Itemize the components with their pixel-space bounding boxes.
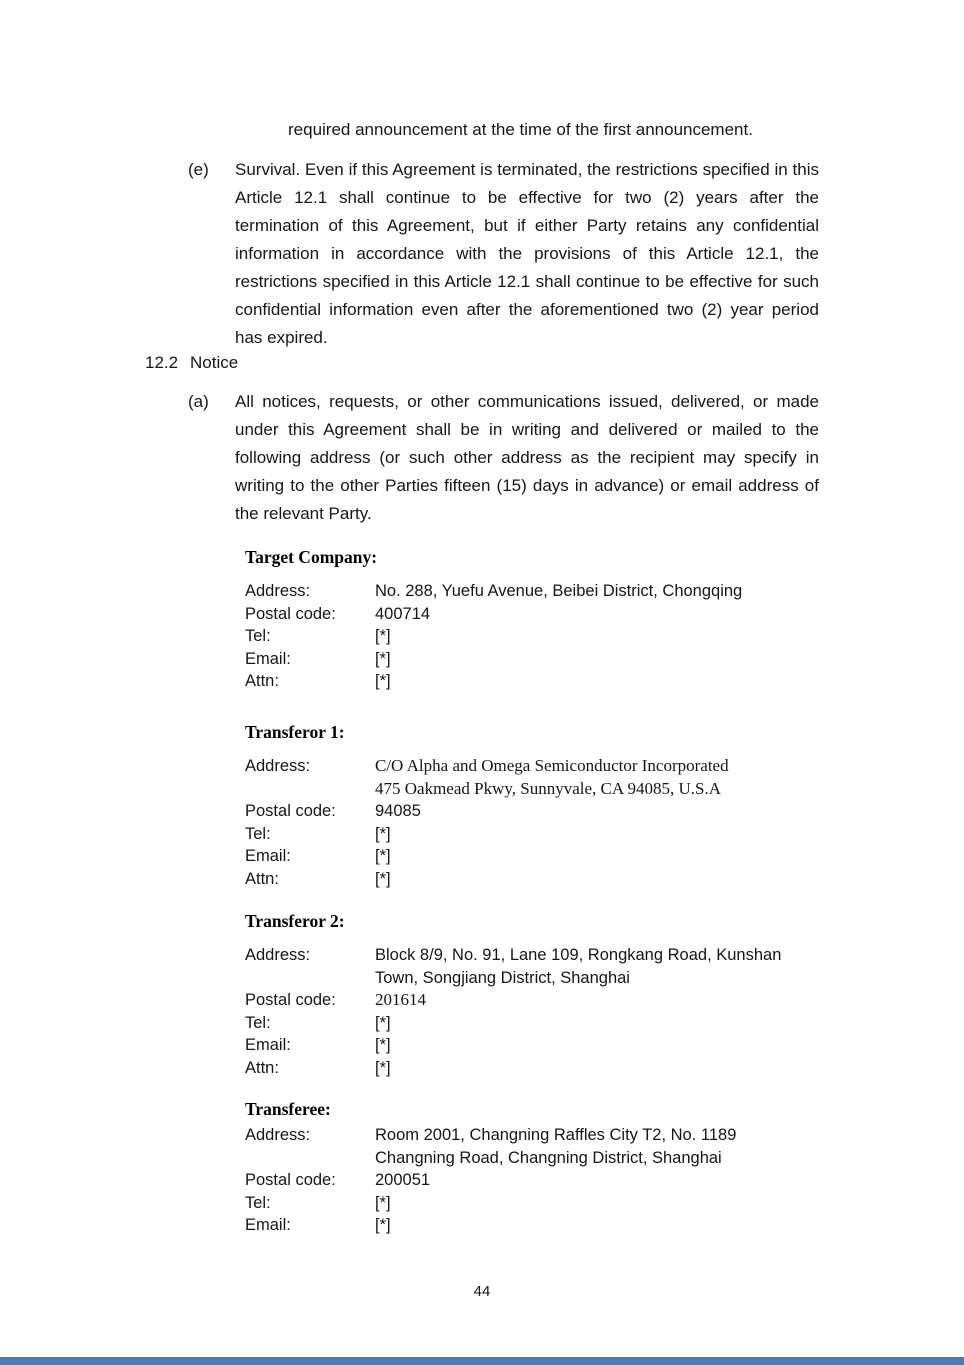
- contact-row-value: [*]: [375, 1216, 391, 1234]
- contact-row-value: [*]: [375, 649, 391, 668]
- contact-row-label: Address:: [245, 1126, 311, 1144]
- address-line-2: Changning Road, Changning District, Shanghai: [375, 1148, 722, 1167]
- contact-row-label: Email:: [245, 1216, 291, 1234]
- contact-block-target-company: [245, 546, 820, 693]
- contact-row-value: [*]: [375, 847, 391, 865]
- contact-row-address: [245, 1124, 820, 1169]
- bottom-accent-bar: [0, 1357, 964, 1365]
- clause-e-marker: (e): [188, 160, 209, 179]
- contact-rows: [245, 1124, 820, 1237]
- contact-row-label: Email:: [245, 847, 291, 865]
- contact-row-label: Tel:: [245, 1013, 271, 1032]
- contact-row-tel: [245, 1012, 820, 1035]
- contact-row-value: [375, 755, 820, 800]
- contact-row-value: [*]: [375, 1013, 391, 1032]
- contact-row-value: [*]: [375, 1193, 391, 1212]
- contact-row-label: Tel:: [245, 1193, 271, 1212]
- clause-a-text: All notices, requests, or other communications issued, delivered, or made under this Agreement shall be in writing and delivered or mailed to the following address (or such other address as the recipient may specify in writing to the other Parties fifteen (15) days in advance) or email address of the relevant Party.: [235, 392, 819, 523]
- contact-row-label: Address:: [245, 582, 311, 600]
- section-number: 12.2: [145, 353, 179, 372]
- contact-heading: Transferee:: [245, 1099, 331, 1119]
- contact-row-email: [245, 1214, 820, 1237]
- contact-block-transferor-2: [245, 910, 820, 1079]
- contact-row-address: [245, 944, 820, 989]
- intro-line: required announcement at the time of the first announcement.: [288, 120, 753, 139]
- contact-block-transferor-1: [245, 721, 820, 890]
- contact-row-value: [375, 944, 820, 989]
- contact-row-attn: [245, 868, 820, 891]
- clause-e-text: Survival. Even if this Agreement is terminated, the restrictions specified in this Article 12.1 shall continue to be effective for two (2) years after the termination of this Agreement, but if either Party retains any confidential information in accordance with the provisions of this Article 12.1, the restrictions specified in this Article 12.1 shall continue to be effective for such confidential information even after the aforementioned two (2) year period has expired.: [235, 160, 819, 347]
- contact-row-label: Postal code:: [245, 991, 336, 1009]
- contact-row-attn: [245, 670, 820, 693]
- contact-rows: [245, 580, 820, 693]
- contact-row-postal: [245, 800, 820, 823]
- contact-row-value: 400714: [375, 604, 431, 623]
- contact-heading: Transferor 1:: [245, 722, 345, 742]
- contact-row-label: Email:: [245, 1036, 291, 1054]
- contact-row-label: Postal code:: [245, 802, 336, 820]
- contact-row-value: 200051: [375, 1171, 431, 1189]
- contact-row-label: Postal code:: [245, 604, 336, 623]
- contact-row-attn: [245, 1057, 820, 1080]
- contact-row-email: [245, 1034, 820, 1057]
- contact-row-postal: [245, 603, 820, 626]
- contact-row-email: [245, 845, 820, 868]
- contact-row-label: Attn:: [245, 672, 279, 690]
- address-line-1: Block 8/9, No. 91, Lane 109, Rongkang Road, Kunshan: [375, 946, 782, 964]
- contact-row-label: Tel:: [245, 824, 271, 843]
- contact-row-label: Postal code:: [245, 1171, 336, 1189]
- contact-rows: [245, 944, 820, 1079]
- clause-a: [188, 388, 820, 528]
- contact-block-transferee: [245, 1098, 820, 1237]
- address-line-1: Room 2001, Changning Raffles City T2, No. 1189: [375, 1126, 737, 1144]
- contact-heading: Transferor 2:: [245, 911, 345, 931]
- contact-row-address: [245, 580, 820, 603]
- contact-row-label: Email:: [245, 649, 291, 668]
- contact-row-tel: [245, 1192, 820, 1215]
- contact-row-postal: [245, 989, 820, 1012]
- contact-row-label: Attn:: [245, 1058, 279, 1077]
- contact-row-label: Address:: [245, 946, 311, 964]
- contact-row-tel: [245, 625, 820, 648]
- contact-row-value: [*]: [375, 1058, 391, 1077]
- contact-row-value: 94085: [375, 802, 421, 820]
- contact-heading: Target Company:: [245, 547, 378, 567]
- contact-row-value: [*]: [375, 1036, 391, 1054]
- clause-e: [188, 156, 820, 352]
- page-number: 44: [473, 1283, 491, 1300]
- contact-row-value: [*]: [375, 672, 391, 690]
- contact-row-value: [*]: [375, 627, 391, 645]
- contact-rows: [245, 755, 820, 890]
- contact-row-value: [*]: [375, 869, 391, 888]
- contact-row-address: [245, 755, 820, 800]
- address-line-2: Town, Songjiang District, Shanghai: [375, 968, 630, 987]
- contact-row-label: Tel:: [245, 627, 271, 645]
- contact-row-label: Address:: [245, 757, 311, 775]
- contact-row-label: Attn:: [245, 869, 279, 888]
- section-title: Notice: [190, 353, 239, 372]
- clause-a-marker: (a): [188, 392, 209, 411]
- contact-row-value: [*]: [375, 824, 391, 843]
- address-line-2: 475 Oakmead Pkwy, Sunnyvale, CA 94085, U.S.A: [375, 778, 721, 798]
- contact-row-value: No. 288, Yuefu Avenue, Beibei District, Chongqing: [375, 582, 743, 600]
- contact-row-tel: [245, 823, 820, 846]
- address-line-1: C/O Alpha and Omega Semiconductor Incorporated: [375, 756, 729, 775]
- contact-row-value: 201614: [375, 990, 426, 1009]
- contact-row-email: [245, 648, 820, 671]
- section-heading: [145, 351, 238, 375]
- contact-row-value: [375, 1124, 820, 1169]
- contact-row-postal: [245, 1169, 820, 1192]
